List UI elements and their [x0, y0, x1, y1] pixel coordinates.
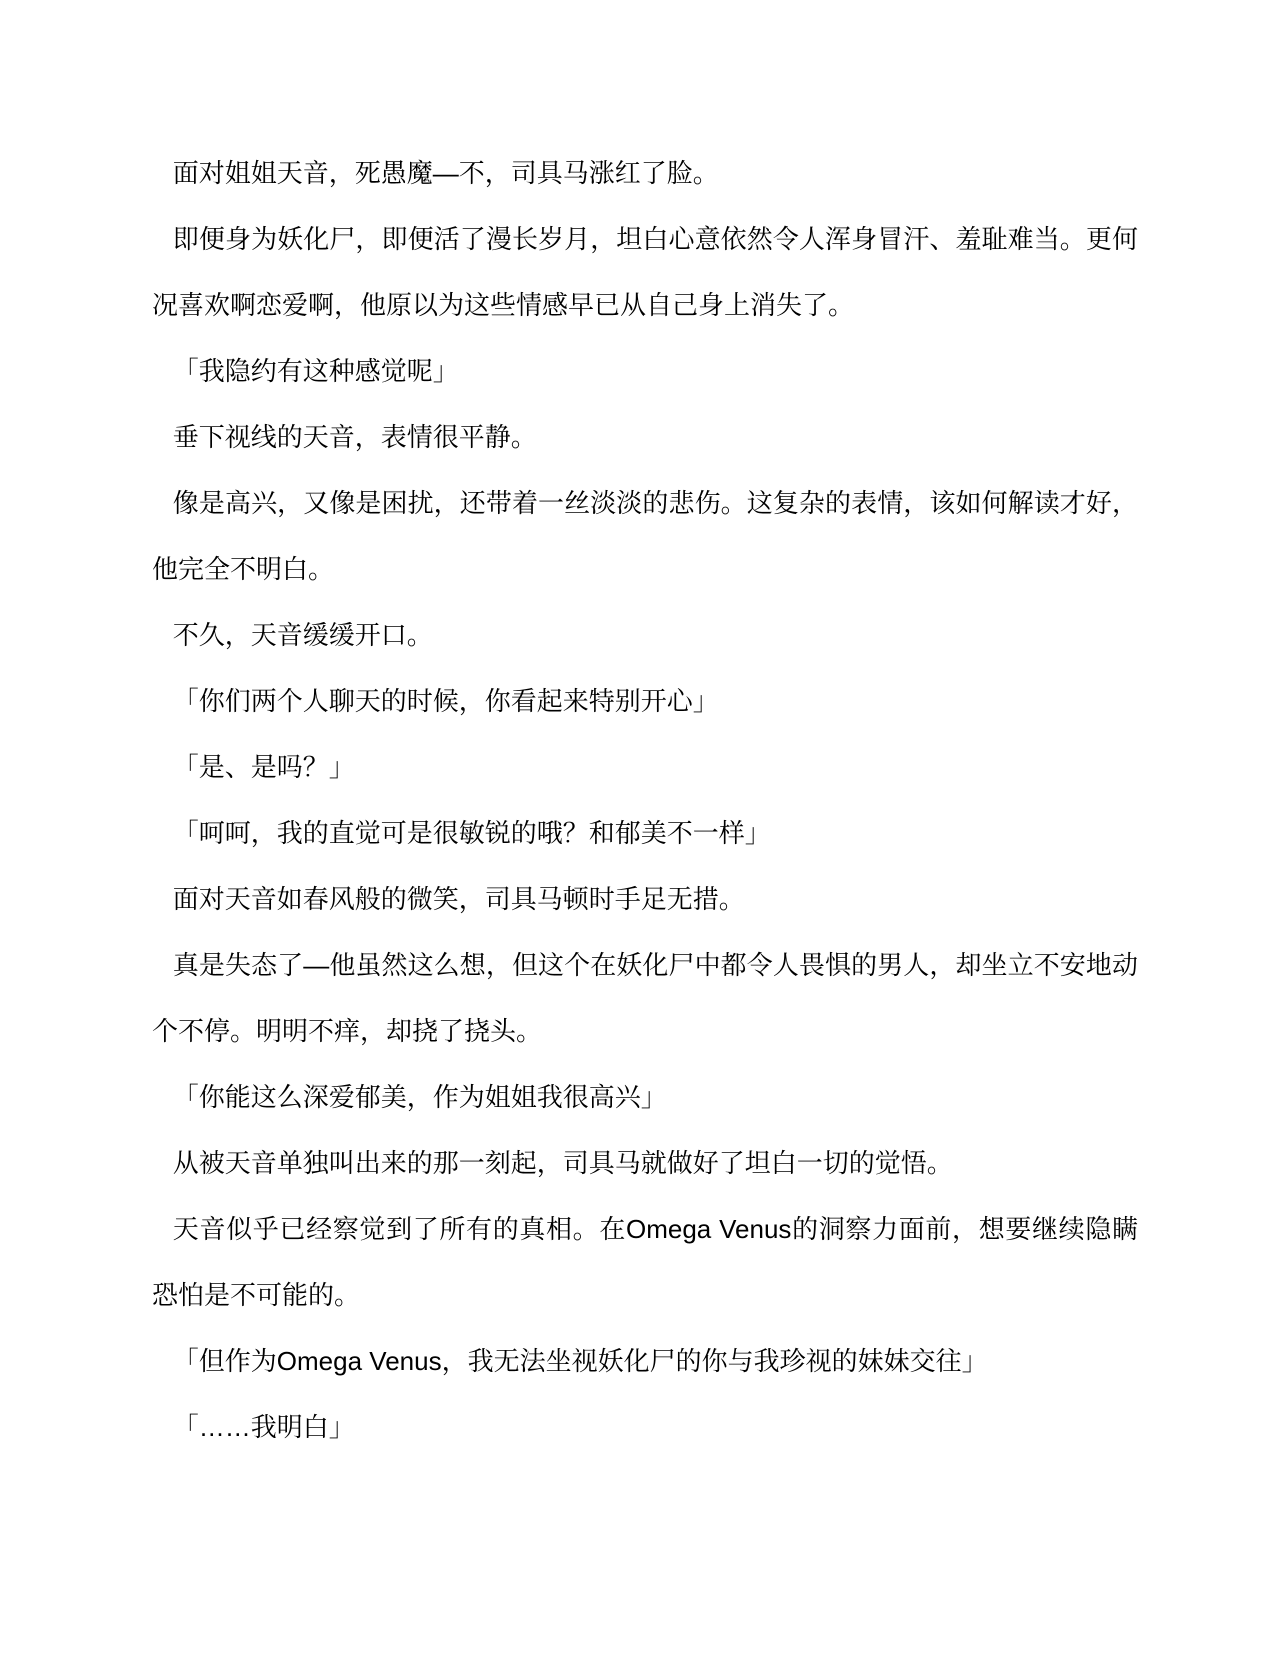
- paragraph-dialogue: 「我隐约有这种感觉呢」: [172, 356, 459, 386]
- paragraph-dialogue: 「呵呵，我的直觉可是很敏锐的哦？和郁美不一样」: [172, 818, 771, 848]
- paragraph: 不久，天音缓缓开口。: [172, 620, 433, 650]
- paragraph: 真是失态了—他虽然这么想，但这个在妖化尸中都令人畏惧的男人，却坐立不安地动个不停。明明不痒，却挠了挠头。: [152, 950, 1138, 1046]
- paragraph: 从被天音单独叫出来的那一刻起，司具马就做好了坦白一切的觉悟。: [172, 1148, 953, 1178]
- paragraph-dialogue: 「是、是吗？」: [172, 752, 355, 782]
- paragraph-dialogue: 「……我明白」: [172, 1412, 355, 1442]
- paragraph-dialogue: 「但作为Omega Venus，我无法坐视妖化尸的你与我珍视的妹妹交往」: [172, 1346, 988, 1376]
- novel-text-block: [152, 140, 1138, 1460]
- paragraph: 像是高兴，又像是困扰，还带着一丝淡淡的悲伤。这复杂的表情，该如何解读才好，他完全不明白。: [152, 488, 1138, 584]
- paragraph: 天音似乎已经察觉到了所有的真相。在Omega Venus的洞察力面前，想要继续隐瞒恐怕是不可能的。: [152, 1214, 1138, 1310]
- paragraph: 垂下视线的天音，表情很平静。: [172, 422, 537, 452]
- paragraph: 面对天音如春风般的微笑，司具马顿时手足无措。: [172, 884, 745, 914]
- paragraph-dialogue: 「你们两个人聊天的时候，你看起来特别开心」: [172, 686, 719, 716]
- paragraph: 面对姐姐天音，死愚魔—不，司具马涨红了脸。: [172, 158, 719, 188]
- paragraph-dialogue: 「你能这么深爱郁美，作为姐姐我很高兴」: [172, 1082, 667, 1112]
- paragraph: 即便身为妖化尸，即便活了漫长岁月，坦白心意依然令人浑身冒汗、羞耻难当。更何况喜欢啊恋爱啊，他原以为这些情感早已从自己身上消失了。: [152, 224, 1138, 320]
